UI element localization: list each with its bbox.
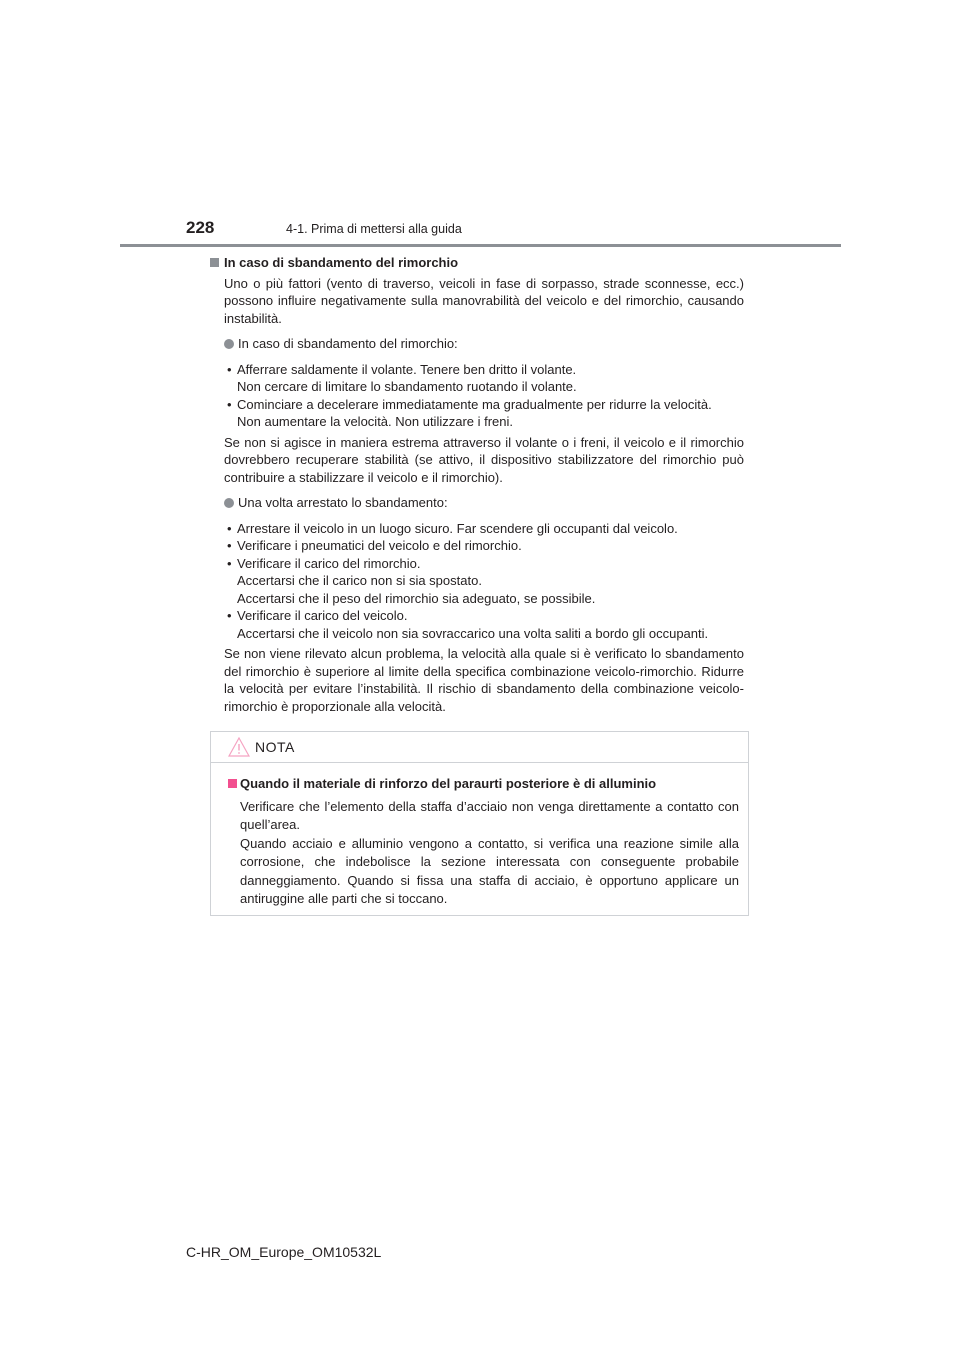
page-number: 228	[186, 218, 215, 237]
footer-doc-code: C-HR_OM_Europe_OM10532L	[186, 1244, 382, 1260]
note-title: NOTA	[255, 739, 295, 755]
header-divider	[120, 244, 841, 247]
after-stop-steps-list	[224, 520, 744, 643]
circle-bullet-icon	[224, 339, 234, 349]
note-body	[228, 775, 739, 909]
bullet-after-stop: Una volta arrestato lo sbandamento:	[224, 494, 744, 512]
note-heading: Quando il materiale di rinforzo del paraurti posteriore è di alluminio	[228, 775, 739, 794]
note-box	[210, 731, 749, 916]
list-item: • Verificare il carico del rimorchio. Accertarsi che il carico non si sia spostato. Accertarsi che il peso del rimorchio sia adeguato, se possibile.	[227, 555, 596, 606]
list-item: • Cominciare a decelerare immediatamente ma gradualmente per ridurre la velocità. Non aumentare la velocità. Non utilizzare i freni.	[227, 396, 712, 429]
sway-steps-list	[224, 361, 744, 431]
square-bullet-icon	[210, 258, 219, 267]
list-item: • Verificare il carico del veicolo. Accertarsi che il veicolo non sia sovraccarico una volta saliti a bordo gli occupanti.	[227, 608, 709, 641]
after-stop-paragraph: Se non viene rilevato alcun problema, la velocità alla quale si è verificato lo sbandamento del rimorchio è superiore al limite della specifica combinazione veicolo-rimorchio. Ridurre la velocità per evitare l’instabilità. Il rischio di sbandamento della combinazione veicolo-rimorchio è proporzionale alla velocità.	[224, 646, 744, 714]
bullet-sway: In caso di sbandamento del rimorchio:	[224, 335, 744, 353]
circle-bullet-icon	[224, 498, 234, 508]
list-item: • Afferrare saldamente il volante. Tenere ben dritto il volante. Non cercare di limitare lo sbandamento ruotando il volante.	[227, 361, 577, 394]
list-item: • Arrestare il veicolo in un luogo sicuro. Far scendere gli occupanti dal veicolo.	[227, 520, 678, 536]
note-paragraph: Verificare che l’elemento della staffa d’acciaio non venga direttamente a contatto con quell’area.	[240, 798, 739, 832]
intro-paragraph: Uno o più fattori (vento di traverso, veicoli in fase di sorpasso, strade sconnesse, ecc.) possono influire negativamente sulla manovrabilità del veicolo e del rimorchio, causando instabilità.	[224, 275, 744, 326]
note-header	[211, 732, 748, 763]
main-content	[224, 254, 744, 715]
square-bullet-icon	[228, 779, 237, 788]
section-title: 4-1. Prima di mettersi alla guida	[286, 222, 462, 236]
list-item: • Verificare i pneumatici del veicolo e del rimorchio.	[227, 538, 522, 553]
note-paragraph: Quando acciaio e alluminio vengono a contatto, si verifica una reazione simile alla corrosione, che indebolisce la sezione interessata con conseguente probabile danneggiamento. Quando si fissa una staffa di acciaio, è opportuno applicare un antiruggine alle parti che si toccano.	[240, 835, 739, 906]
section-heading: In caso di sbandamento del rimorchio	[212, 254, 744, 272]
after-sway-paragraph: Se non si agisce in maniera estrema attraverso il volante o i freni, il veicolo e il rimorchio dovrebbero recuperare stabilità (se attivo, il dispositivo stabilizzatore del rimorchio può contribuire a stabilizzare il veicolo e il rimorchio).	[224, 434, 744, 485]
warning-triangle-icon	[228, 737, 250, 757]
